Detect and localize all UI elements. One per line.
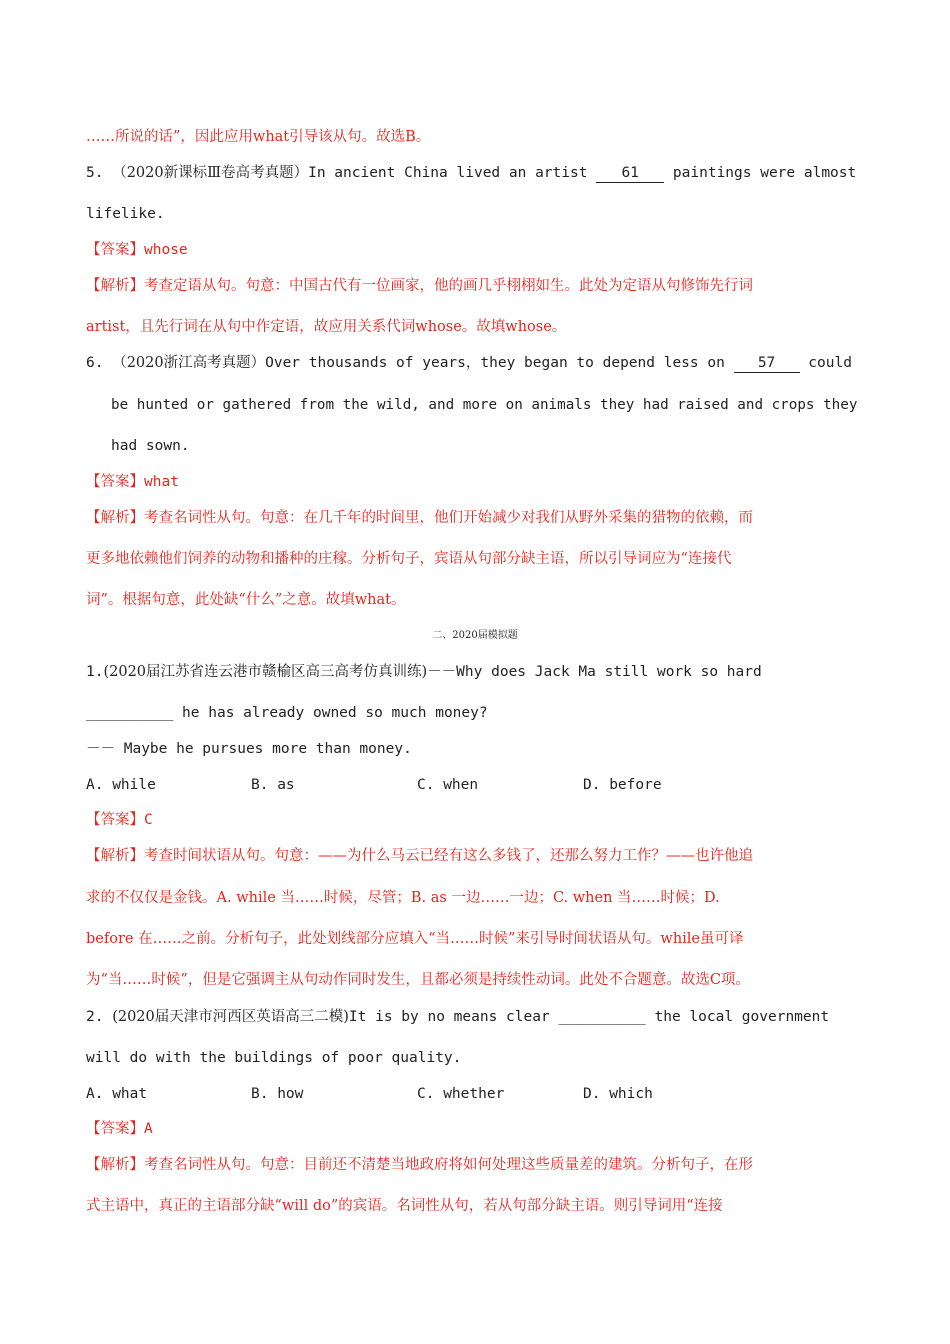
q5-answer xyxy=(86,240,188,260)
m1-option-d[interactable]: D. before xyxy=(583,777,662,793)
q5-stem xyxy=(86,163,856,183)
q6-blank[interactable]: 57 xyxy=(734,355,800,373)
q5-blank[interactable]: 61 xyxy=(596,165,664,183)
q5-analysis-line2: artist，且先行词在从句中作定语，故应用关系代词whose。故填whose。 xyxy=(86,319,567,335)
q5-answer-value: whose xyxy=(144,242,188,258)
q6-stem-line3: had sown. xyxy=(111,438,190,454)
q5-analysis-text1: 考查定语从句。句意：中国古代有一位画家，他的画几乎栩栩如生。此处为定语从句修饰先行词 xyxy=(144,278,753,294)
section-title: 二、2020届模拟题 xyxy=(432,630,518,641)
q5-number: 5. xyxy=(86,165,104,181)
m1-number: 1. xyxy=(86,664,104,680)
m2-answer xyxy=(86,1119,153,1139)
m2-analysis-line2: 式主语中，真正的主语部分缺“will do”的宾语。名词性从句，若从句部分缺主语。则引导词用“连接 xyxy=(86,1198,723,1214)
m1-analysis-line2: 求的不仅仅是金钱。A. while 当……时候，尽管；B. as 一边……一边；C. when 当……时候；D. xyxy=(86,890,720,906)
q6-number: 6. xyxy=(86,355,104,371)
q5-source: （2020新课标Ⅲ卷高考真题） xyxy=(112,165,309,181)
m1-analysis-tag: 【解析】 xyxy=(86,848,144,864)
q6-text-after: could xyxy=(808,355,852,371)
q6-analysis-line3: 词”。根据句意，此处缺“什么”之意。故填what。 xyxy=(86,592,406,608)
m1-stem xyxy=(86,662,762,682)
q6-analysis-line1 xyxy=(86,508,753,528)
m1-answer-value: C xyxy=(144,812,153,828)
prev-analysis-tail: ……所说的话”，因此应用what引导该从句。故选B。 xyxy=(86,129,431,145)
q5-stem-line2: lifelike. xyxy=(86,206,165,222)
m2-stem-line2: will do with the buildings of poor quality. xyxy=(86,1050,462,1066)
m1-option-c[interactable]: C. when xyxy=(417,777,479,793)
m2-source: (2020届天津市河西区英语高三二模) xyxy=(112,1009,349,1025)
q6-stem xyxy=(86,353,852,373)
m1-stem-line3: －－ Maybe he pursues more than money. xyxy=(86,741,412,757)
m2-text-after: the local government xyxy=(654,1009,830,1025)
m2-option-d[interactable]: D. which xyxy=(583,1086,653,1102)
m1-option-a[interactable]: A. while xyxy=(86,777,156,793)
m2-text-before: It is by no means clear xyxy=(348,1009,550,1025)
m1-stem-line2 xyxy=(86,703,488,723)
m1-answer xyxy=(86,810,153,830)
m2-analysis-text1: 考查名词性从句。句意：目前还不清楚当地政府将如何处理这些质量差的建筑。分析句子，在形 xyxy=(144,1157,753,1173)
m1-analysis-line1 xyxy=(86,846,753,866)
q6-answer-tag: 【答案】 xyxy=(86,474,144,490)
q6-source: （2020浙江高考真题） xyxy=(112,355,266,371)
q6-analysis-tag: 【解析】 xyxy=(86,510,144,526)
m2-blank[interactable]: __________ xyxy=(558,1009,646,1025)
m1-line1: －－Why does Jack Ma still work so hard xyxy=(427,664,762,680)
m2-analysis-line1 xyxy=(86,1155,753,1175)
q6-text-before: Over thousands of years，they began to depend less on xyxy=(265,355,725,371)
q6-answer-value: what xyxy=(144,474,179,490)
m2-analysis-tag: 【解析】 xyxy=(86,1157,144,1173)
m1-source: (2020届江苏省连云港市赣榆区高三高考仿真训练) xyxy=(103,664,428,680)
q6-answer xyxy=(86,472,179,492)
m2-answer-tag: 【答案】 xyxy=(86,1121,144,1137)
m1-option-b[interactable]: B. as xyxy=(251,777,295,793)
m1-answer-tag: 【答案】 xyxy=(86,812,144,828)
m2-answer-value: A xyxy=(144,1121,153,1137)
m1-line2-text: he has already owned so much money? xyxy=(182,705,488,721)
m2-number: 2. xyxy=(86,1009,104,1025)
m1-analysis-line4: 为“当……时候”，但是它强调主从句动作同时发生，且都必须是持续性动词。此处不合题意。故选C项。 xyxy=(86,972,750,988)
m1-blank[interactable]: __________ xyxy=(86,705,174,721)
q5-text-after: paintings were almost xyxy=(672,165,857,181)
m1-analysis-text1: 考查时间状语从句。句意：——为什么马云已经有这么多钱了，还那么努力工作？——也许他追 xyxy=(144,848,753,864)
q5-analysis-line1 xyxy=(86,276,753,296)
m2-stem xyxy=(86,1007,829,1027)
q5-answer-tag: 【答案】 xyxy=(86,242,144,258)
q5-analysis-tag: 【解析】 xyxy=(86,278,144,294)
m1-analysis-line3: before 在……之前。分析句子，此处划线部分应填入“当……时候”来引导时间状语从句。while虽可译 xyxy=(86,931,744,947)
q6-analysis-text1: 考查名词性从句。句意：在几千年的时间里，他们开始减少对我们从野外采集的猎物的依赖，而 xyxy=(144,510,753,526)
q6-analysis-line2: 更多地依赖他们饲养的动物和播种的庄稼。分析句子，宾语从句部分缺主语，所以引导词应为“连接代 xyxy=(86,551,732,567)
q5-text-before: In ancient China lived an artist xyxy=(308,165,588,181)
q6-stem-line2: be hunted or gathered from the wild, and more on animals they had raised and crops they xyxy=(111,397,858,413)
m2-option-a[interactable]: A. what xyxy=(86,1086,148,1102)
m2-option-b[interactable]: B. how xyxy=(251,1086,304,1102)
m2-option-c[interactable]: C. whether xyxy=(417,1086,505,1102)
